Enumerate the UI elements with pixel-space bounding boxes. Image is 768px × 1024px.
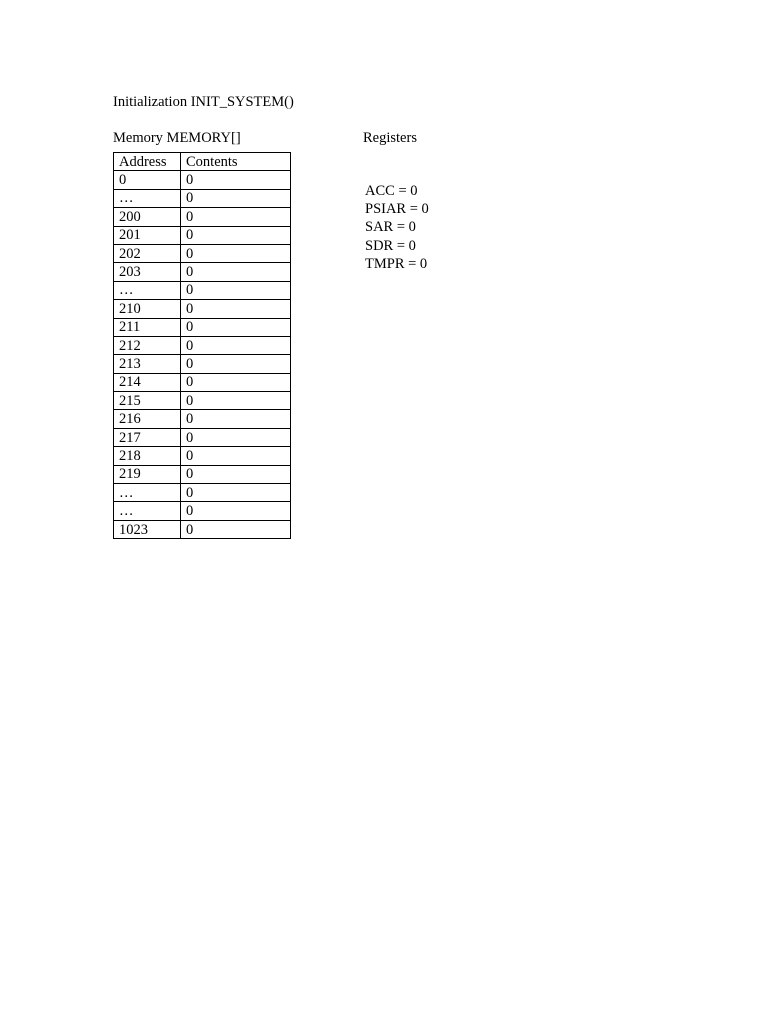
address-cell: 200 [114, 208, 181, 226]
contents-cell: 0 [181, 428, 291, 446]
register-sar: SAR = 0 [365, 219, 416, 236]
address-cell: 201 [114, 226, 181, 244]
register-tmpr: TMPR = 0 [365, 255, 428, 272]
contents-cell: 0 [181, 410, 291, 428]
table-row [114, 520, 291, 538]
table-row [114, 318, 291, 336]
table-row [114, 355, 291, 373]
address-cell: … [114, 484, 181, 502]
table-row [114, 208, 291, 226]
table-row [114, 263, 291, 281]
contents-cell: 0 [181, 281, 291, 299]
registers-title: Registers [363, 130, 417, 146]
column-header-address: Address [114, 153, 181, 171]
contents-cell: 0 [181, 465, 291, 483]
table-row [114, 373, 291, 391]
address-cell: … [114, 281, 181, 299]
contents-cell: 0 [181, 318, 291, 336]
contents-cell: 0 [181, 336, 291, 354]
contents-cell: 0 [181, 244, 291, 262]
address-cell: 219 [114, 465, 181, 483]
contents-cell: 0 [181, 300, 291, 318]
contents-cell: 0 [181, 484, 291, 502]
contents-cell: 0 [181, 355, 291, 373]
table-row [114, 410, 291, 428]
address-cell: 202 [114, 244, 181, 262]
contents-cell: 0 [181, 208, 291, 226]
contents-cell: 0 [181, 189, 291, 207]
address-cell: 217 [114, 428, 181, 446]
address-cell: 212 [114, 336, 181, 354]
table-row [114, 281, 291, 299]
contents-cell: 0 [181, 447, 291, 465]
page-heading: Initialization INIT_SYSTEM() [113, 94, 294, 110]
table-header-row [114, 153, 291, 171]
table-row [114, 428, 291, 446]
contents-cell: 0 [181, 392, 291, 410]
table-row [114, 484, 291, 502]
address-cell: 216 [114, 410, 181, 428]
address-cell: 0 [114, 171, 181, 189]
address-cell: … [114, 502, 181, 520]
column-header-contents: Contents [181, 153, 291, 171]
register-sdr: SDR = 0 [365, 237, 416, 254]
address-cell: 215 [114, 392, 181, 410]
address-cell: 214 [114, 373, 181, 391]
address-cell: … [114, 189, 181, 207]
memory-table [113, 152, 291, 539]
table-row [114, 392, 291, 410]
table-row [114, 300, 291, 318]
address-cell: 211 [114, 318, 181, 336]
table-row [114, 336, 291, 354]
address-cell: 1023 [114, 520, 181, 538]
table-row [114, 171, 291, 189]
contents-cell: 0 [181, 520, 291, 538]
table-row [114, 465, 291, 483]
table-row [114, 502, 291, 520]
contents-cell: 0 [181, 373, 291, 391]
register-psiar: PSIAR = 0 [365, 201, 429, 218]
address-cell: 203 [114, 263, 181, 281]
address-cell: 213 [114, 355, 181, 373]
registers-list [365, 182, 429, 273]
contents-cell: 0 [181, 263, 291, 281]
contents-cell: 0 [181, 226, 291, 244]
address-cell: 210 [114, 300, 181, 318]
contents-cell: 0 [181, 171, 291, 189]
contents-cell: 0 [181, 502, 291, 520]
table-row [114, 447, 291, 465]
register-acc: ACC = 0 [365, 183, 418, 199]
table-row [114, 189, 291, 207]
table-row [114, 244, 291, 262]
memory-title: Memory MEMORY[] [113, 130, 241, 146]
address-cell: 218 [114, 447, 181, 465]
table-row [114, 226, 291, 244]
